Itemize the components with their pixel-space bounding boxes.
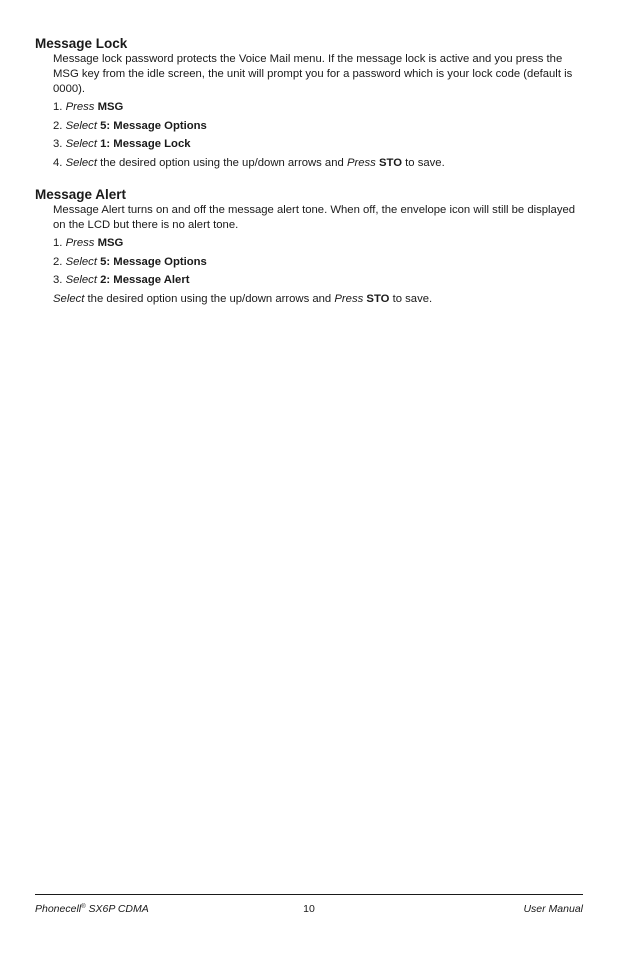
step-lock-2 <box>53 119 580 134</box>
step-lock-4 <box>53 156 580 171</box>
step-target: 5: Message Options <box>100 255 207 268</box>
step-tail: to save. <box>405 156 445 169</box>
step-tail: to save. <box>392 292 433 305</box>
step-verb: Select <box>65 138 97 150</box>
footer-manual-title: User Manual <box>523 903 583 915</box>
step-target: 5: Message Options <box>100 119 207 132</box>
step-alert-3 <box>53 273 580 288</box>
step-alert-1 <box>53 236 580 251</box>
registered-mark: ® <box>81 904 86 910</box>
step-number: 1. <box>53 101 63 113</box>
heading-message-alert: Message Alert <box>35 187 127 202</box>
step-alert-2 <box>53 255 580 270</box>
step-target: MSG <box>97 237 124 249</box>
step-number: 4. <box>53 156 63 169</box>
step-verb: Select <box>65 274 97 286</box>
heading-message-lock: Message Lock <box>35 36 128 51</box>
step-number: 2. <box>53 119 63 132</box>
step-target: 2: Message Alert <box>100 274 190 286</box>
section-message-alert <box>35 186 580 310</box>
page-footer <box>35 894 583 925</box>
step-number: 2. <box>53 255 63 268</box>
step-number: 3. <box>53 138 63 150</box>
step-verb-secondary: Press <box>346 156 376 169</box>
step-text: the desired option using the up/down arrows and <box>87 292 332 305</box>
step-number: 1. <box>53 237 63 249</box>
step-lock-3 <box>53 137 580 152</box>
step-verb: Select <box>53 292 85 305</box>
step-verb: Select <box>65 156 97 169</box>
footer-brand: Phonecell <box>35 903 82 915</box>
step-target: STO <box>366 292 390 305</box>
page-number: 10 <box>303 903 315 915</box>
step-verb: Select <box>65 255 97 268</box>
intro-message-lock: Message lock password protects the Voice Mail menu. If the message lock is active and you press the MSG key from the idle screen, the unit will prompt you for a password which is your lock code (default is 0000). <box>53 53 573 95</box>
step-verb: Press <box>65 101 95 113</box>
step-verb: Press <box>65 237 95 249</box>
step-text: the desired option using the up/down arrows and <box>100 156 344 169</box>
step-verb-secondary: Press <box>334 292 364 305</box>
step-alert-final <box>53 292 580 307</box>
step-number: 3. <box>53 274 63 286</box>
step-lock-1 <box>53 100 580 115</box>
footer-model: SX6P CDMA <box>88 903 149 915</box>
intro-message-alert: Message Alert turns on and off the message alert tone. When off, the envelope icon will still be displayed on the LCD but there is no alert tone. <box>53 204 576 231</box>
step-target: 1: Message Lock <box>100 138 191 150</box>
step-target: STO <box>378 156 402 169</box>
section-message-lock <box>35 35 580 174</box>
step-verb: Select <box>65 119 97 132</box>
step-target: MSG <box>97 101 124 113</box>
